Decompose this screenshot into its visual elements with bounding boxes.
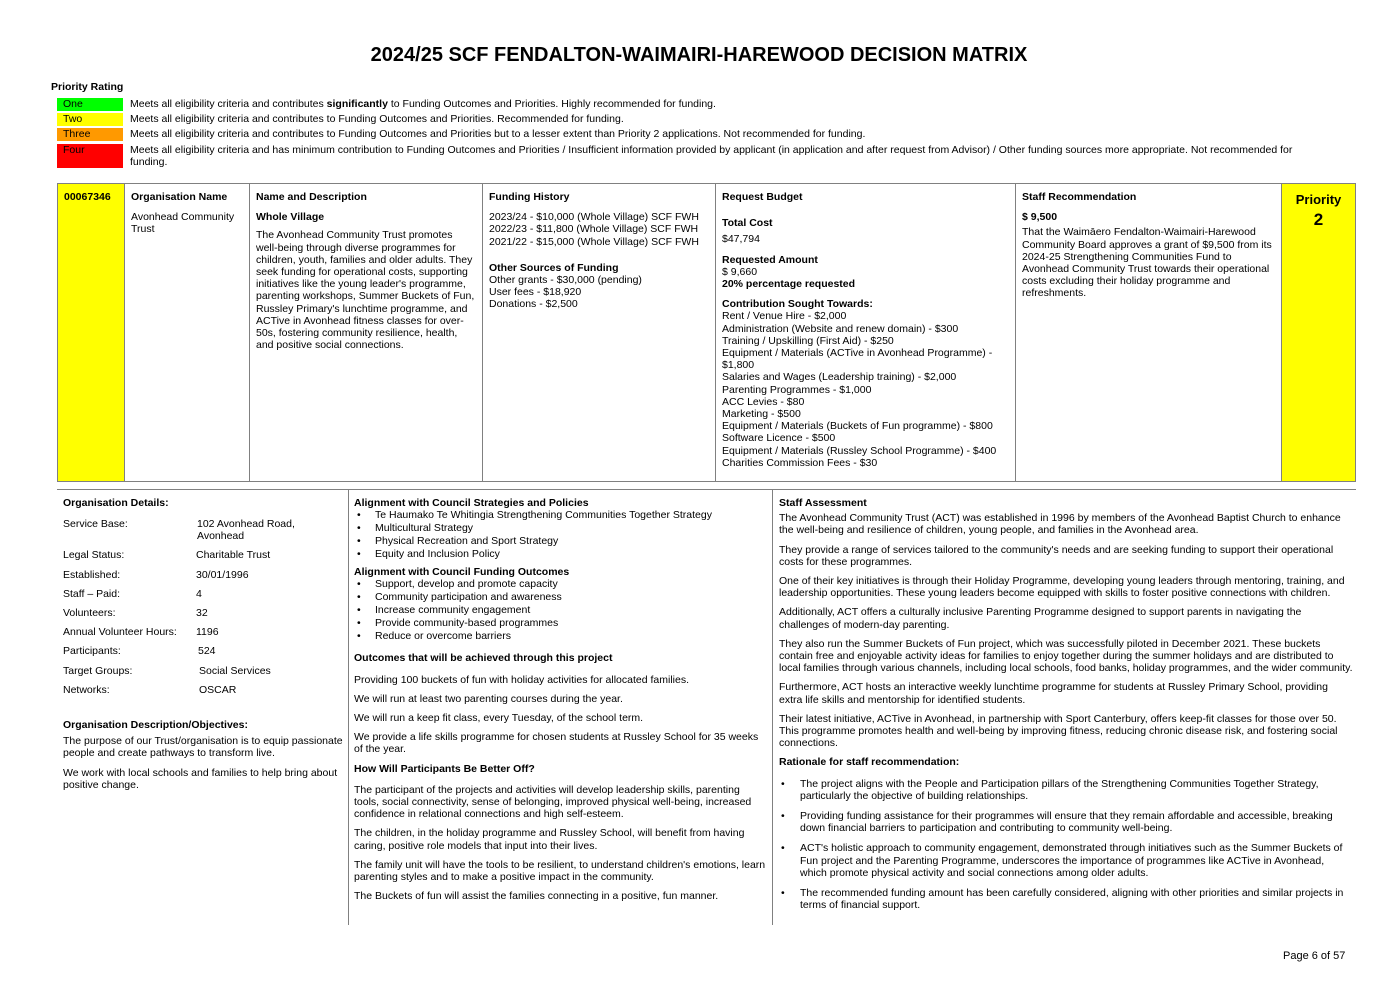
project-name: Whole Village xyxy=(256,211,325,224)
field-label: Volunteers: xyxy=(63,607,116,619)
organisation-cell xyxy=(125,184,250,481)
staff-recommendation-header: Staff Recommendation xyxy=(1022,191,1137,203)
better-off-item: The family unit will have the tools to be resilient, to understand children's emotions, learn parenting styles and to make a positive impact in the community. xyxy=(354,858,766,884)
section-divider xyxy=(57,489,1356,490)
list-item: • The recommended funding amount has been carefully considered, aligning with other priorities and similar projects in terms of financial support. xyxy=(779,887,1353,911)
list-item: • Multicultural Strategy xyxy=(354,522,766,535)
staff-recommendation-text: That the Waimāero Fendalton-Waimairi-Harewood Community Board approves a grant of $9,500 from its 2024-25 Strengthening Communities Fund to Avonhead Community Trust towards their operational costs excluding their holiday programme and refreshments. xyxy=(1022,226,1272,300)
org-details-heading: Organisation Details: xyxy=(63,497,169,509)
outcomes-list xyxy=(354,578,766,643)
list-item: • Physical Recreation and Sport Strategy xyxy=(354,535,766,548)
column-divider xyxy=(348,489,349,925)
list-item: • The project aligns with the People and Participation pillars of the Strengthening Communities Together Strategy, particularly the objective of building relationships. xyxy=(779,778,1353,802)
decision-matrix xyxy=(57,183,1356,482)
priority-value: 2 xyxy=(1313,210,1324,229)
funding-history-item: 2023/24 - $10,000 (Whole Village) SCF FWH xyxy=(489,211,699,224)
outcomes-heading: Alignment with Council Funding Outcomes xyxy=(354,566,570,579)
contribution-item: Marketing - $500 xyxy=(722,408,801,421)
list-item: • Increase community engagement xyxy=(354,604,766,617)
contribution-item: Equipment / Materials (ACTive in Avonhead Programme) - $1,800 xyxy=(722,347,993,372)
assessment-para: They provide a range of services tailored to the community's needs and are seeking funding to support their operational costs for these programmes. xyxy=(779,543,1334,568)
field-value: Charitable Trust xyxy=(196,549,271,561)
rationale-list xyxy=(779,778,1353,912)
total-cost-value: $47,794 xyxy=(722,233,760,246)
priority-cell xyxy=(1282,184,1355,481)
list-item: • Provide community-based programmes xyxy=(354,617,766,630)
description-cell xyxy=(250,184,483,481)
priority-four-swatch: Four xyxy=(57,144,123,168)
contribution-item: Charities Commission Fees - $30 xyxy=(722,456,878,469)
application-id-cell xyxy=(58,184,125,481)
org-name: Avonhead Community Trust xyxy=(131,211,235,236)
funding-history-item: 2021/22 - $15,000 (Whole Village) SCF FWH xyxy=(489,235,699,248)
staff-assessment-heading: Staff Assessment xyxy=(779,497,867,509)
contribution-item: Parenting Programmes - $1,000 xyxy=(722,383,872,396)
project-description: The Avonhead Community Trust promotes well-being through diverse programmes for children, youth, families and older adults. They seek funding for operational costs, supporting initiatives like the young leader's programme, parenting workshops, Summer Buckets of Fun, Russley Primary's lunchtime programme, and ACTive in Avonhead fitness classes for over-50s, fostering community resilience, health, and positive social connections. xyxy=(256,229,475,352)
org-name-header: Organisation Name xyxy=(131,191,228,203)
request-budget-cell xyxy=(716,184,1016,481)
funding-history-item: 2022/23 - $11,800 (Whole Village) SCF FWH xyxy=(489,223,699,236)
strategies-list xyxy=(354,509,766,561)
priority-three-text: Meets all eligibility criteria and contributes to Funding Outcomes and Priorities but to a lesser extent than Priority 2 applications. Not recommended for funding. xyxy=(130,128,866,140)
field-value: 102 Avonhead Road, Avonhead xyxy=(197,518,295,543)
assessment-para: They also run the Summer Buckets of Fun project, which was successfully piloted in December 2021. These buckets contain free and enjoyable activity ideas for families to enjoy together during the summer holidays and are distributed to local families through various channels, including local schools, food banks, holiday programmes, and the wider community. xyxy=(779,637,1353,675)
requested-amount-label: Requested Amount xyxy=(722,253,818,266)
achieve-item: We provide a life skills programme for chosen students at Russley School for 35 weeks of the year. xyxy=(354,731,759,756)
org-description xyxy=(63,719,343,798)
achieve-item: We will run at least two parenting courses during the year. xyxy=(354,692,623,705)
list-item: • Reduce or overcome barriers xyxy=(354,630,766,643)
field-value: 30/01/1996 xyxy=(196,569,249,581)
name-description-header: Name and Description xyxy=(256,191,367,203)
contribution-item: Training / Upskilling (First Aid) - $250 xyxy=(722,334,894,347)
contribution-item: Administration (Website and renew domain) - $300 xyxy=(722,322,959,335)
better-off-item: The children, in the holiday programme and Russley School, will benefit from having caring, positive role models that input into their lives. xyxy=(354,827,745,852)
assessment-para: Furthermore, ACT hosts an interactive weekly lunchtime programme for students at Russley Primary School, providing extra life skills and mentorship for identified students. xyxy=(779,681,1328,706)
strategies-heading: Alignment with Council Strategies and Policies xyxy=(354,497,589,509)
funding-history-header: Funding History xyxy=(489,191,570,203)
achieve-item: Providing 100 buckets of fun with holiday activities for allocated families. xyxy=(354,673,690,686)
contribution-item: Equipment / Materials (Russley School Programme) - $400 xyxy=(722,444,997,457)
field-label: Participants: xyxy=(63,645,121,657)
total-cost-label: Total Cost xyxy=(722,217,773,230)
priority-two-text: Meets all eligibility criteria and contributes to Funding Outcomes and Priorities. Recommended for funding. xyxy=(130,113,624,125)
priority-four-text: Meets all eligibility criteria and has minimum contribution to Funding Outcomes and Priorities / Insufficient information provided by applicant (in application and after request from Advisor) / Other funding sources more appropriate. Not recommended for funding. xyxy=(130,144,1293,169)
contribution-item: ACC Levies - $80 xyxy=(722,395,805,408)
request-budget-header: Request Budget xyxy=(722,191,803,203)
list-item: • Support, develop and promote capacity xyxy=(354,578,766,591)
list-item: • Te Haumako Te Whitingia Strengthening Communities Together Strategy xyxy=(354,509,766,522)
other-source-item: Other grants - $30,000 (pending) xyxy=(489,274,642,287)
priority-two-swatch: Two xyxy=(57,113,123,126)
priority-three-swatch: Three xyxy=(57,128,123,141)
contribution-item: Rent / Venue Hire - $2,000 xyxy=(722,310,847,323)
staff-recommended-amount: $ 9,500 xyxy=(1022,211,1058,224)
assessment-para: Their latest initiative, ACTive in Avonhead, in partnership with Sport Canterbury, offers keep-fit classes for those over 50. This programme promotes health and well-being by improving fitness, reducing chronic disease risk, and fostering social connections. xyxy=(779,712,1338,750)
field-label: Staff – Paid: xyxy=(63,588,121,600)
achieve-item: We will run a keep fit class, every Tuesday, of the school term. xyxy=(354,712,644,725)
funding-history-cell xyxy=(483,184,716,481)
list-item: • Equity and Inclusion Policy xyxy=(354,548,766,561)
field-label: Service Base: xyxy=(63,518,128,530)
list-item: • ACT's holistic approach to community engagement, demonstrated through initiatives such as the Summer Buckets of Fun project and the Parenting Programme, underscores the importance of programmes like ACTive in Avonhead, which promote physical activity and social connections among older adults. xyxy=(779,842,1353,879)
org-description-heading: Organisation Description/Objectives: xyxy=(63,719,248,731)
org-description-para: The purpose of our Trust/organisation is to equip passionate people and create pathways to transform live. xyxy=(63,735,343,760)
requested-amount-value: $ 9,660 xyxy=(722,265,758,278)
better-off-item: The Buckets of fun will assist the families connecting in a positive, fun manner. xyxy=(354,890,719,903)
priority-one-swatch: One xyxy=(57,98,123,111)
field-value: 1196 xyxy=(196,626,219,638)
organisation-details xyxy=(63,497,343,509)
better-off-item: The participant of the projects and activities will develop leadership skills, parenting tools, social connectivity, sense of belonging, improved physical well-being, increased confidence in relational connections and high self-esteem. xyxy=(354,783,752,821)
field-label: Target Groups: xyxy=(63,665,133,677)
priority-rating-heading: Priority Rating xyxy=(51,81,124,93)
field-label: Legal Status: xyxy=(63,549,125,561)
contribution-item: Software Licence - $500 xyxy=(722,432,836,445)
list-item: • Community participation and awareness xyxy=(354,591,766,604)
other-source-item: Donations - $2,500 xyxy=(489,298,578,311)
assessment-para: Additionally, ACT offers a culturally inclusive Parenting Programme designed to support parents in navigating the challenges of modern-day parenting. xyxy=(779,606,1302,631)
field-value: 32 xyxy=(196,607,208,619)
field-value: 4 xyxy=(196,588,202,600)
rationale-heading: Rationale for staff recommendation: xyxy=(779,756,960,769)
field-value: Social Services xyxy=(199,665,271,677)
better-off-heading: How Will Participants Be Better Off? xyxy=(354,762,535,775)
staff-assessment-section xyxy=(779,497,1353,919)
contribution-label: Contribution Sought Towards: xyxy=(722,298,873,311)
column-divider xyxy=(772,489,773,925)
staff-recommendation-cell xyxy=(1016,184,1282,481)
field-label: Established: xyxy=(63,569,121,581)
percentage-requested: 20% percentage requested xyxy=(722,278,856,291)
list-item: • Providing funding assistance for their programmes will ensure that they remain affordable and accessible, breaking down financial barriers to participation and contributing to community well-being. xyxy=(779,810,1353,834)
page-title: 2024/25 SCF FENDALTON-WAIMAIRI-HAREWOOD DECISION MATRIX xyxy=(370,44,1028,66)
other-source-item: User fees - $18,920 xyxy=(489,286,582,299)
achieve-heading: Outcomes that will be achieved through this project xyxy=(354,652,613,665)
contribution-item: Equipment / Materials (Buckets of Fun programme) - $800 xyxy=(722,420,993,433)
field-label: Networks: xyxy=(63,684,110,696)
priority-one-text: Meets all eligibility criteria and contributes significantly to Funding Outcomes and Priorities. Highly recommended for funding. xyxy=(130,98,716,110)
assessment-para: The Avonhead Community Trust (ACT) was established in 1996 by members of the Avonhead Baptist Church to enhance the well-being and resilience of children, young people, and families in the Avonhead area. xyxy=(779,512,1341,537)
assessment-para: One of their key initiatives is through their Holiday Programme, developing young leaders through mentoring, training, and leadership opportunities. These young leaders become equipped with skills to foster positive connections with children. xyxy=(779,575,1345,600)
field-value: OSCAR xyxy=(199,684,237,696)
other-sources-header: Other Sources of Funding xyxy=(489,261,619,274)
field-label: Annual Volunteer Hours: xyxy=(63,626,177,638)
org-description-para: We work with local schools and families to help bring about positive change. xyxy=(63,766,338,791)
field-value: 524 xyxy=(198,645,216,657)
alignment-section xyxy=(354,497,766,909)
application-id: 00067346 xyxy=(64,191,111,203)
priority-header: Priority xyxy=(1295,192,1342,207)
page-number: Page 6 of 57 xyxy=(1283,950,1346,962)
contribution-item: Salaries and Wages (Leadership training) - $2,000 xyxy=(722,371,957,384)
